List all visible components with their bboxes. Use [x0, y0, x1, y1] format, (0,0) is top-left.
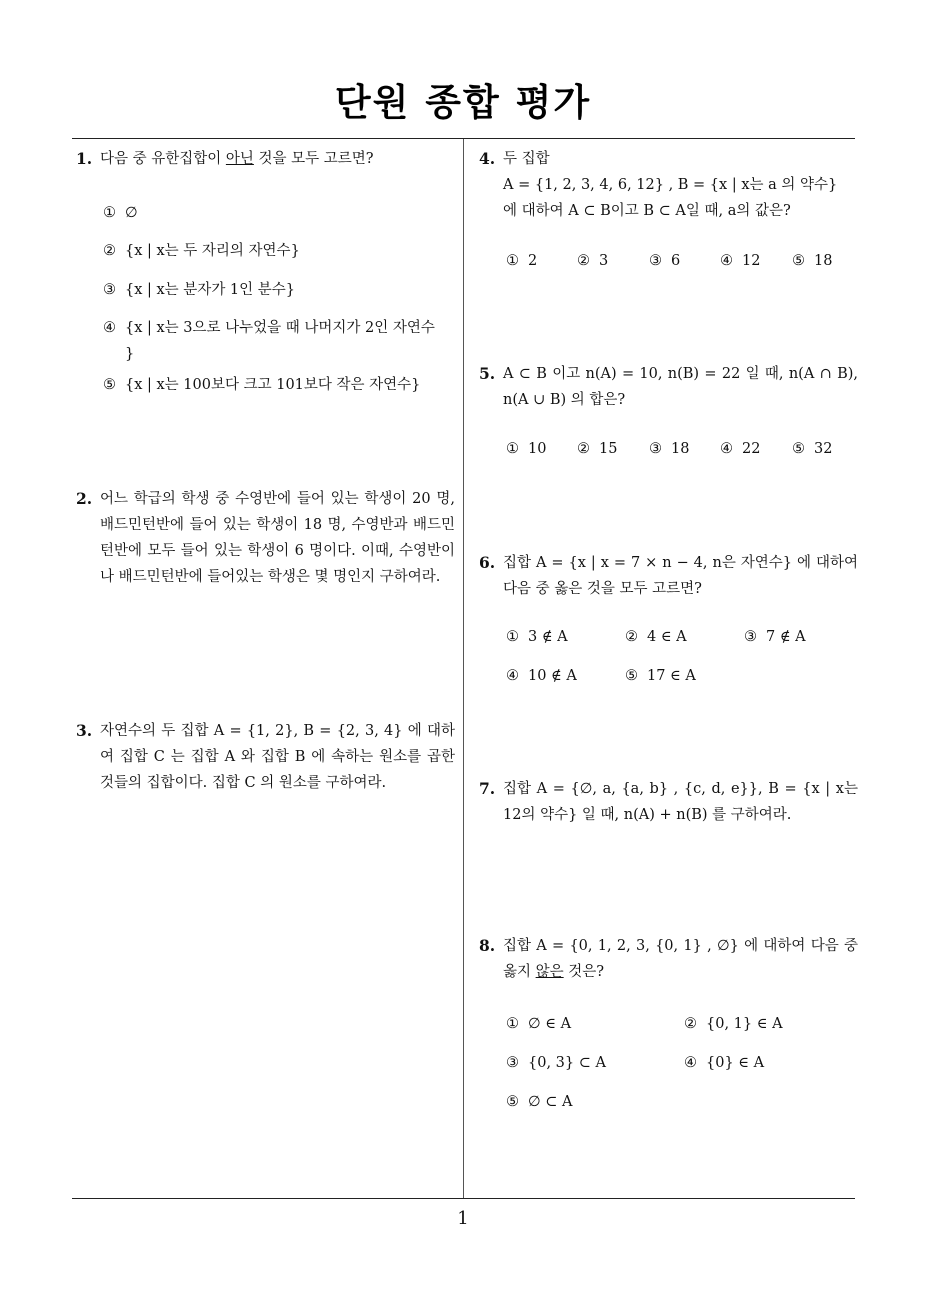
emphasis-underline: 아닌 [225, 151, 254, 167]
question-number: 1. [76, 149, 93, 168]
question-stem-line: 두 집합 [503, 151, 550, 167]
choice-option[interactable]: ② 4 ∈ A [625, 629, 687, 645]
question-number: 3. [76, 721, 93, 740]
choice-option[interactable]: ④ {x | x는 3으로 나누었을 때 나머지가 2인 자연수 [103, 320, 435, 336]
question-number: 4. [479, 149, 496, 168]
choice-option[interactable]: ② 3 [577, 253, 609, 269]
question-7 [479, 776, 858, 828]
choice-option[interactable]: ② {x | x는 두 자리의 자연수} [103, 243, 300, 259]
question-number: 7. [479, 779, 496, 798]
choice-option[interactable]: ⑤ 18 [792, 253, 833, 269]
question-2 [76, 486, 455, 590]
question-stem: A ⊂ B 이고 n(A) = 10, n(B) = 22 일 때, n(A ∩ B), n(A ∪ B) 의 합은? [503, 366, 858, 408]
choice-option[interactable]: ⑤ 32 [792, 441, 833, 457]
choice-option[interactable]: ⑤ 17 ∈ A [625, 668, 696, 684]
choice-option[interactable]: ⑤ ∅ ⊂ A [506, 1094, 573, 1110]
choice-option[interactable]: ① 2 [506, 253, 538, 269]
choice-option[interactable]: ② 15 [577, 441, 618, 457]
question-stem: 집합 A = {x | x = 7 × n − 4, n은 자연수} 에 대하여 다음 중 옳은 것을 모두 고르면? [503, 555, 858, 597]
choice-option[interactable]: ④ 10 ∉ A [506, 668, 577, 684]
question-1 [76, 146, 455, 172]
choice-option[interactable]: ④ 12 [720, 253, 761, 269]
question-6 [479, 550, 858, 602]
choice-option[interactable]: ① ∅ [103, 205, 138, 221]
choice-option-continuation: } [125, 346, 135, 362]
question-stem: 집합 A = {0, 1, 2, 3, {0, 1} , ∅} 에 대하여 다음 중 옳지 않은 것은? [503, 938, 858, 980]
question-3 [76, 718, 455, 796]
question-stem-line: 에 대하여 A ⊂ B이고 B ⊂ A일 때, a의 값은? [503, 203, 791, 219]
question-number: 6. [479, 553, 496, 572]
emphasis-underline: 않은 [535, 964, 564, 980]
question-stem: 다음 중 유한집합이 아닌 것을 모두 고르면? [100, 151, 374, 167]
question-number: 2. [76, 489, 93, 508]
choice-option[interactable]: ① 10 [506, 441, 547, 457]
question-5 [479, 361, 858, 413]
column-divider [463, 139, 464, 1198]
choice-option[interactable]: ① 3 ∉ A [506, 629, 568, 645]
choice-option[interactable]: ④ {0} ∈ A [684, 1055, 765, 1071]
question-stem: 어느 학급의 학생 중 수영반에 들어 있는 학생이 20 명, 배드민턴반에 들어 있는 학생이 18 명, 수영반과 배드민턴반에 모두 들어 있는 학생이 6 명이다. 이때, 수영반이나 배드민턴반에 들어있는 학생은 몇 명인지 구하여라. [100, 491, 455, 585]
choice-option[interactable]: ③ 6 [649, 253, 681, 269]
choice-option[interactable]: ⑤ {x | x는 100보다 크고 101보다 작은 자연수} [103, 377, 421, 393]
choice-option[interactable]: ④ 22 [720, 441, 761, 457]
choice-option[interactable]: ③ 18 [649, 441, 690, 457]
question-stem: 자연수의 두 집합 A = {1, 2}, B = {2, 3, 4} 에 대하여 집합 C 는 집합 A 와 집합 B 에 속하는 원소를 곱한 것들의 집합이다. 집합 C 의 원소를 구하여라. [100, 723, 455, 791]
choice-option[interactable]: ③ 7 ∉ A [744, 629, 806, 645]
choice-option[interactable]: ③ {0, 3} ⊂ A [506, 1055, 606, 1071]
question-stem-line: A = {1, 2, 3, 4, 6, 12} , B = {x | x는 a 의 약수} [503, 177, 838, 193]
choice-option[interactable]: ③ {x | x는 분자가 1인 분수} [103, 282, 296, 298]
question-8 [479, 933, 858, 985]
choice-option[interactable]: ② {0, 1} ∈ A [684, 1016, 783, 1032]
choice-option[interactable]: ① ∅ ∈ A [506, 1016, 572, 1032]
question-stem: 집합 A = {∅, a, {a, b} , {c, d, e}}, B = {x | x는 12의 약수} 일 때, n(A) + n(B) 를 구하여라. [503, 781, 858, 823]
question-number: 5. [479, 364, 496, 383]
page-number: 1 [457, 1208, 469, 1229]
question-number: 8. [479, 936, 496, 955]
footer-rule [72, 1198, 855, 1199]
page-title: 단원 종합 평가 [334, 81, 592, 124]
question-4 [479, 146, 858, 224]
